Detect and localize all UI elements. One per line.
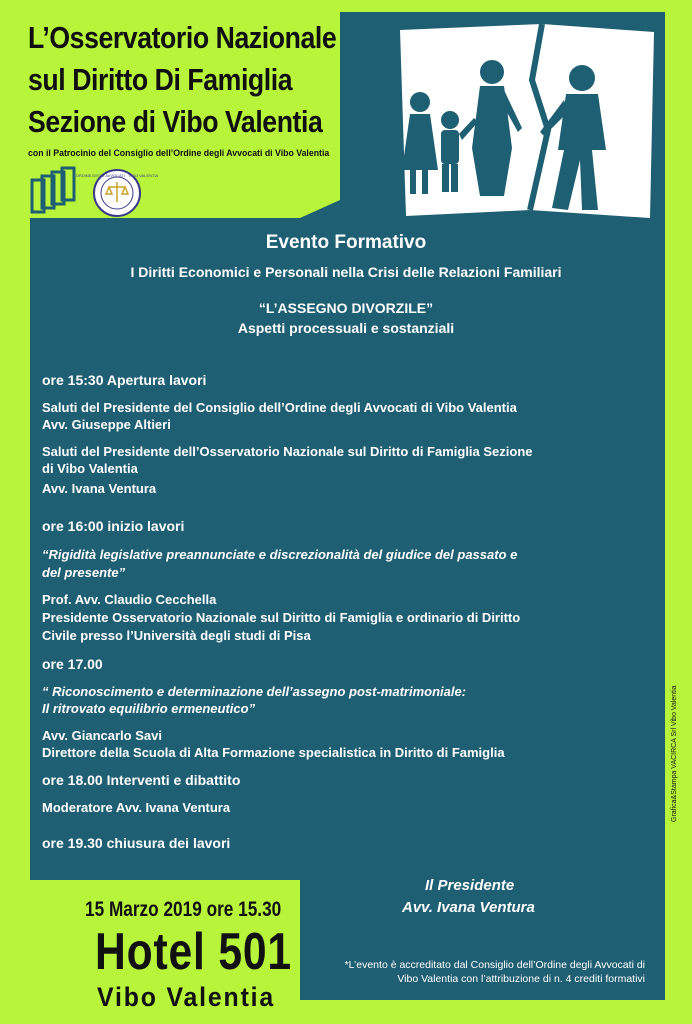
title-line-1: L’Osservatorio Nazionale <box>28 20 337 55</box>
speaker-1-name: Prof. Avv. Claudio Cecchella <box>42 592 217 607</box>
venue-city: Vibo Valentia <box>97 982 276 1012</box>
title-line-3: Sezione di Vibo Valentia <box>28 104 323 139</box>
greeting-1-line-1: Saluti del Presidente del Consiglio dell’Ordine degli Avvocati di Vibo Valentia <box>42 400 517 415</box>
credits-note: *L’evento è accreditato dal Consiglio dell’Ordine degli Avvocati di Vibo Valentia con l’attribuzione di n. 4 crediti formativi <box>344 959 645 985</box>
moderator: Moderatore Avv. Ivana Ventura <box>42 800 231 815</box>
speaker-1-role-line-2: Civile presso l’Università degli studi di Pisa <box>42 628 311 643</box>
time-17: ore 17.00 <box>42 656 103 672</box>
talk-1-line-2: del presente” <box>42 565 126 580</box>
speaker-2-role: Direttore della Scuola di Alta Formazione specialistica in Diritto di Famiglia <box>42 745 505 760</box>
bar-association-seal <box>75 168 159 218</box>
opening-time: ore 15:30 Apertura lavori <box>42 372 207 388</box>
talk-2-line-2: Il ritrovato equilibrio ermeneutico” <box>42 701 256 716</box>
greeting-2-line-1: Saluti del Presidente dell’Osservatorio Nazionale sul Diritto di Famiglia Sezione <box>42 444 533 459</box>
event-theme: “L’ASSEGNO DIVORZILE” <box>258 300 434 316</box>
venue-name: Hotel 501 <box>95 923 292 981</box>
start-time: ore 16:00 inizio lavori <box>42 518 185 534</box>
talk-1-line-1: “Rigidità legislative preannunciate e discrezionalità del giudice del passato e <box>42 547 518 562</box>
speaker-1-role-line-1: Presidente Osservatorio Nazionale sul Diritto di Famiglia e ordinario di Diritto <box>42 610 521 625</box>
event-theme-sub: Aspetti processuali e sostanziali <box>237 320 455 336</box>
greeting-2-line-3: Avv. Ivana Ventura <box>42 481 157 496</box>
event-date: 15 Marzo 2019 ore 15.30 <box>85 898 282 921</box>
greeting-2-line-2: di Vibo Valentia <box>42 461 138 476</box>
patronage-text: con il Patrocinio del Consiglio dell’Ordine degli Avvocati di Vibo Valentia <box>28 148 330 159</box>
closing-time: ore 19.30 chiusura dei lavori <box>42 835 231 851</box>
signature-role: Il Presidente <box>425 877 515 894</box>
event-subtitle: I Diritti Economici e Personali nella Crisi delle Relazioni Familiari <box>130 264 562 280</box>
talk-2-line-1: “ Riconoscimento e determinazione dell’assegno post-matrimoniale: <box>42 684 467 699</box>
printer-credit: Grafica&Stampa VACIRCA Srl Vibo Valentia <box>671 685 678 822</box>
seal-text: ORDINE DEGLI AVVOCATI · VIBO VALENTIA <box>75 173 159 178</box>
greeting-1-line-2: Avv. Giuseppe Altieri <box>42 417 171 432</box>
books-logo <box>28 168 80 216</box>
title-line-2: sul Diritto Di Famiglia <box>28 62 293 97</box>
speaker-2-name: Avv. Giancarlo Savi <box>42 728 162 743</box>
signature-name: Avv. Ivana Ventura <box>402 899 535 916</box>
family-illustration <box>392 20 662 220</box>
event-heading: Evento Formativo <box>265 232 427 253</box>
debate-time: ore 18.00 Interventi e dibattito <box>42 772 241 788</box>
